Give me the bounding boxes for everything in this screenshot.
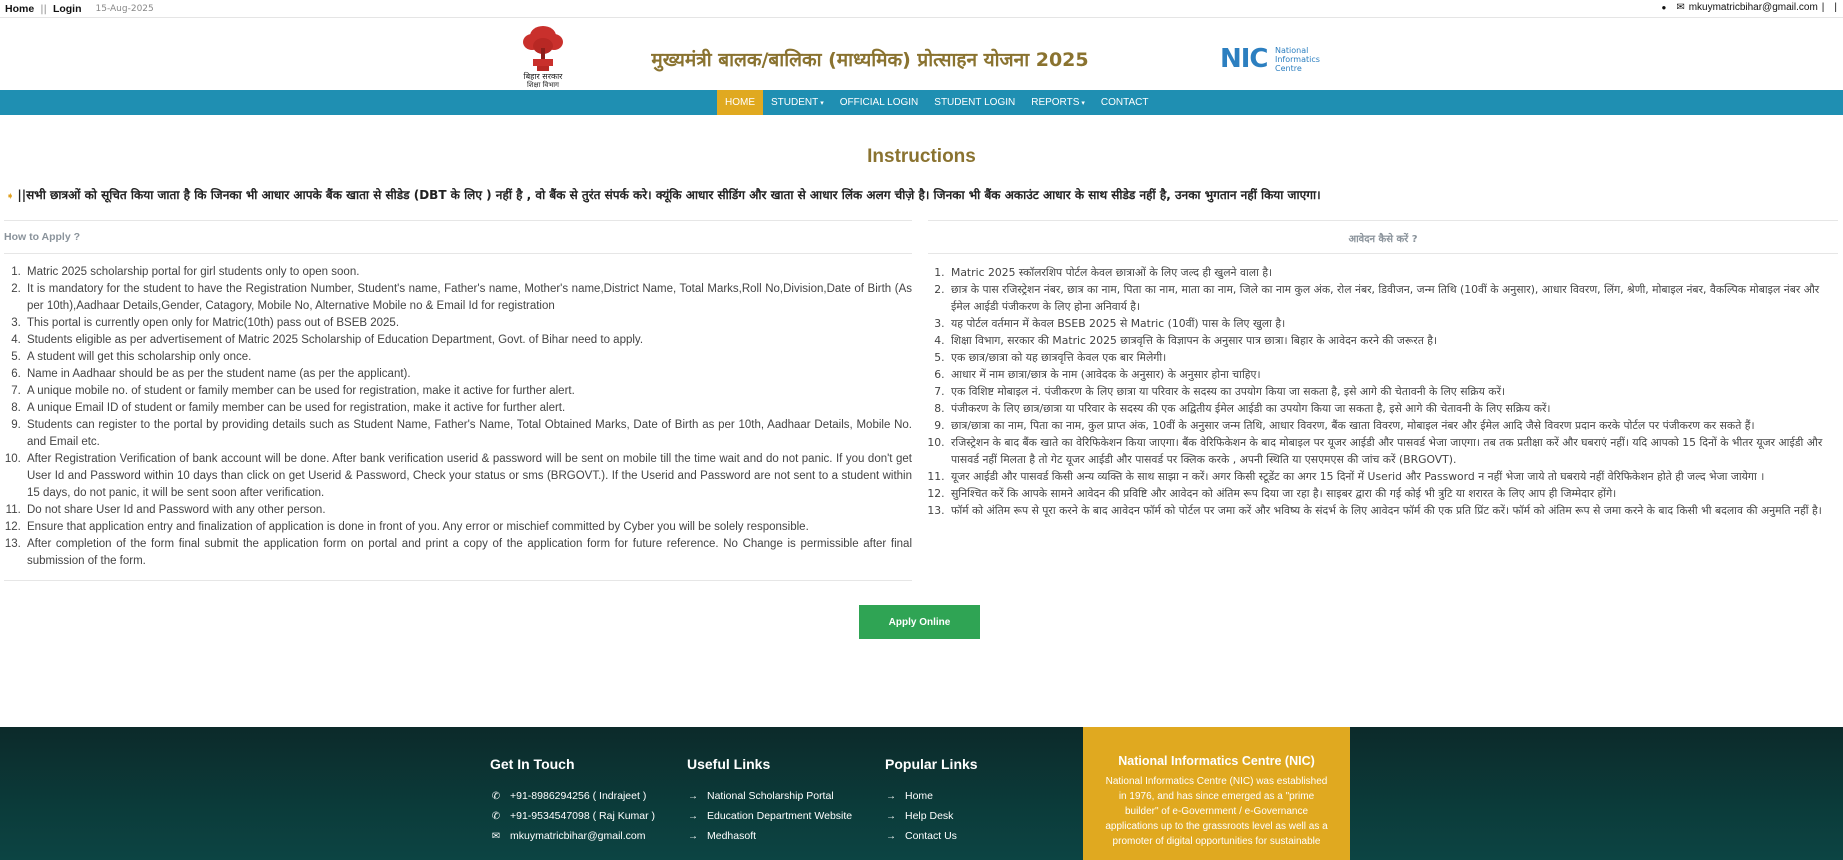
logo-caption bbox=[515, 72, 571, 90]
site-title: मुख्यमंत्री बालक/बालिका (माध्यमिक) प्रोत्साहन योजना 2025 bbox=[651, 49, 1089, 71]
arrow-right-icon: → bbox=[886, 790, 896, 802]
list-item: 11. यूजर आईडी और पासवर्ड किसी अन्य व्यक्ति के साथ साझा न करें। अगर किसी स्टूडेंट का अगर 15 दिनों में Userid और Password न नहीं भेजा जाये तो घबराये नहीं वेरिफिकेशन होते ही जल्द भेजा जायेगा । bbox=[948, 468, 1838, 485]
list-item: 6. आधार में नाम छात्रा/छात्र के नाम (आवेदक के अनुसार) के अनुसार होना चाहिए। bbox=[948, 366, 1838, 383]
contact-item[interactable] bbox=[490, 806, 655, 826]
nic-name-line-1: National bbox=[1275, 46, 1309, 55]
nav-item-student-login[interactable] bbox=[926, 90, 1023, 115]
top-end-bar: | bbox=[1834, 2, 1837, 13]
nav-item-label: STUDENT LOGIN bbox=[934, 97, 1016, 108]
popular-links-title: Popular Links bbox=[885, 756, 978, 772]
top-separator: || bbox=[40, 3, 47, 15]
arrow-right-icon: → bbox=[688, 830, 698, 842]
nav-item-home[interactable] bbox=[717, 90, 763, 115]
list-item: 1. Matric 2025 scholarship portal for girl students only to open soon. bbox=[24, 264, 912, 281]
notice-marquee bbox=[6, 186, 1836, 203]
list-item: 12. Ensure that application entry and finalization of application is done in front of you. Any error or mischief committed by Cyber you will be solely responsible. bbox=[24, 519, 912, 536]
how-to-apply-heading: How to Apply ? bbox=[4, 220, 912, 254]
top-bar bbox=[0, 0, 1843, 18]
list-item: 10. रजिस्ट्रेशन के बाद बैंक खाते का वेरिफिकेशन किया जाएगा। बैंक वेरिफिकेशन के बाद मोबाइल पर यूजर आईडी और पासवर्ड भेजा जाएगा। तब तक प्रतीक्षा करें और घबराएं नहीं। यदि आपको 15 दिनों के भीतर यूजर आईडी और पासवर्ड नहीं मिलता है तो गेट यूजर आईडी और पासवर्ड पर क्लिक करके , अपनी स्थिति या एसएमएस की जांच करें (BRGOVT). bbox=[948, 434, 1838, 468]
nic-name-line-2: Informatics bbox=[1275, 55, 1320, 64]
contact-item[interactable] bbox=[490, 826, 655, 846]
nic-name-line-3: Centre bbox=[1275, 64, 1302, 73]
popular-links-items bbox=[885, 786, 978, 846]
list-item: 7. एक विशिष्ट मोबाइल नं. पंजीकरण के लिए छात्रा या परिवार के सदस्य का उपयोग किया जा सकता है, इसे आगे की चेतावनी के लिए सक्रिय करें। bbox=[948, 383, 1838, 400]
list-item: 12. सुनिश्चित करें कि आपके सामने आवेदन की प्रविष्टि और आवेदन को अंतिम रूप दिया जा रहा है। साइबर द्वारा की गई कोई भी त्रुटि या शरारत के लिए आप ही जिम्मेदार होंगे। bbox=[948, 485, 1838, 502]
list-item: 10. After Registration Verification of bank account will be done. After bank verification userid & password will be sent on mobile till the time wait and do not panic. If you don't get User Id and Password within 10 days than click on get Userid & Password, Check your status or sms (BRGOVT.). If the Userid and Password are not sent to a student within 15 days, do not panic, it will be sent soon after verification. bbox=[24, 451, 912, 502]
nic-letters: NIC bbox=[1220, 44, 1268, 74]
list-item: 13. After completion of the form final submit the application form on portal and print a copy of the application form for future reference. No Change is permissible after final submission of the form. bbox=[24, 536, 912, 570]
list-item: 13. फॉर्म को अंतिम रूप से पूरा करने के बाद आवेदन फॉर्म को पोर्टल पर जमा करें और भविष्य के संदर्भ के लिए आवेदन फॉर्म की एक प्रति प्रिंट करें। फॉर्म को अंतिम रूप से जमा करने के बाद किसी भी बदलाव की अनुमति नहीं है। bbox=[948, 502, 1838, 519]
useful-link-text: National Scholarship Portal bbox=[707, 790, 834, 802]
how-to-apply-list bbox=[4, 264, 912, 581]
nic-name bbox=[1275, 46, 1320, 73]
top-bar-right bbox=[1661, 2, 1837, 13]
nav-items bbox=[717, 90, 1157, 115]
phone-icon: ✆ bbox=[491, 790, 501, 802]
nav-item-contact[interactable] bbox=[1093, 90, 1157, 115]
get-in-touch-title: Get In Touch bbox=[490, 756, 575, 772]
list-item: 11. Do not share User Id and Password with any other person. bbox=[24, 502, 912, 519]
list-item: 9. छात्र/छात्रा का नाम, पिता का नाम, कुल प्राप्त अंक, 10वीं के अनुसार जन्म तिथि, आधार विवरण, बैंक खाता विवरण, मोबाइल नंबर और ईमेल आदि जैसे विवरण प्रदान करके पोर्टल पर पंजीकरण कर सकते हैं। bbox=[948, 417, 1838, 434]
nav-item-label: STUDENT bbox=[771, 97, 819, 108]
notice-text: ||सभी छात्रओं को सूचित किया जाता है कि जिनका भी आधार आपके बैंक खाता से सीडेड (DBT के लिए ) नहीं है , वो बैंक से तुरंत संपर्क करे। क्यूंकि आधार सीडिंग और खाता से आधार लिंक अलग चीज़े है। जिनका भी बैंक अकाउंट आधार के साथ सीडेड नहीं है, उनका भुगतान नहीं किया जाएगा। bbox=[17, 188, 1321, 202]
how-to-apply-panel bbox=[4, 220, 912, 581]
envelope-icon: ✉ bbox=[1676, 2, 1685, 13]
how-to-apply-hindi-list bbox=[928, 264, 1838, 519]
useful-link-text: Education Department Website bbox=[707, 810, 853, 822]
nav-item-official-login[interactable] bbox=[832, 90, 927, 115]
nic-info-text: National Informatics Centre (NIC) was established in 1976, and has since emerged as a "prime builder" of e-Government / e-Governance applications up to the grassroots level as well as a promoter of digital opportunities for sustainable bbox=[1105, 776, 1328, 847]
nav-item-label: REPORTS bbox=[1031, 97, 1080, 108]
caret-down-icon: ▾ bbox=[820, 100, 824, 107]
top-home-link[interactable]: Home bbox=[5, 3, 35, 15]
top-email[interactable]: mkuymatricbihar@gmail.com bbox=[1688, 2, 1818, 13]
contact-item-text: +91-8986294256 ( Indrajeet ) bbox=[510, 790, 647, 802]
contact-item-text: mkuymatricbihar@gmail.com bbox=[510, 830, 646, 842]
list-item: 3. यह पोर्टल वर्तमान में केवल BSEB 2025 से Matric (10वीं) पास के लिए खुला है। bbox=[948, 315, 1838, 332]
list-item: 4. Students eligible as per advertisement of Matric 2025 Scholarship of Education Department, Govt. of Bihar need to apply. bbox=[24, 332, 912, 349]
site-header bbox=[0, 18, 1843, 90]
list-item: 9. Students can register to the portal by providing details such as Student Name, Father's Name, Total Obtained Marks, Date of Birth as per 10th, Aadhaar Details, Mobile No. and Email etc. bbox=[24, 417, 912, 451]
how-to-apply-hindi-heading: आवेदन कैसे करें ? bbox=[928, 220, 1838, 254]
list-item: 6. Name in Aadhaar should be as per the student name (as per the applicant). bbox=[24, 366, 912, 383]
main-navbar bbox=[0, 90, 1843, 115]
mail-icon: ✉ bbox=[491, 830, 501, 842]
arrow-right-icon: → bbox=[688, 790, 698, 802]
how-to-apply-hindi-panel bbox=[928, 220, 1838, 519]
list-item: 5. A student will get this scholarship only once. bbox=[24, 349, 912, 366]
nav-item-label: HOME bbox=[725, 97, 755, 108]
list-item: 7. A unique mobile no. of student or family member can be used for registration, make it active for further alert. bbox=[24, 383, 912, 400]
site-footer bbox=[0, 727, 1843, 860]
list-item: 3. This portal is currently open only for Matric(10th) pass out of BSEB 2025. bbox=[24, 315, 912, 332]
footer-useful-links bbox=[687, 756, 852, 846]
get-in-touch-items bbox=[490, 786, 655, 846]
list-item: 8. A unique Email ID of student or family member can be used for registration, make it active for further alert. bbox=[24, 400, 912, 417]
useful-link-text: Medhasoft bbox=[707, 830, 757, 842]
top-bar-left bbox=[5, 3, 154, 15]
caret-down-icon: ▾ bbox=[1081, 100, 1085, 107]
list-item: 1. Matric 2025 स्कॉलरशिप पोर्टल केवल छात्राओं के लिए जल्द ही खुलने वाला है। bbox=[948, 264, 1838, 281]
popular-link[interactable] bbox=[885, 826, 978, 846]
arrow-right-icon: → bbox=[886, 830, 896, 842]
popular-link-text: Home bbox=[905, 790, 934, 802]
bullet-icon: ● bbox=[1661, 3, 1667, 12]
list-item: 4. शिक्षा विभाग, सरकार की Matric 2025 छात्रवृत्ति के विज्ञापन के अनुसार पात्र छात्रा। बिहार के आवेदन करने की जरूरत है। bbox=[948, 332, 1838, 349]
useful-links-title: Useful Links bbox=[687, 756, 771, 772]
useful-link[interactable] bbox=[687, 806, 852, 826]
footer-get-in-touch bbox=[490, 756, 655, 846]
popular-link-text: Contact Us bbox=[905, 830, 957, 842]
useful-links-items bbox=[687, 786, 852, 846]
bodhi-tree-emblem-icon bbox=[515, 22, 571, 72]
apply-online-button[interactable]: Apply Online bbox=[859, 605, 980, 639]
list-item: 5. एक छात्र/छात्रा को यह छात्रवृत्ति केवल एक बार मिलेगी। bbox=[948, 349, 1838, 366]
phone-icon: ✆ bbox=[491, 810, 501, 822]
popular-link[interactable] bbox=[885, 806, 978, 826]
nav-item-student[interactable] bbox=[763, 90, 832, 115]
list-item: 8. पंजीकरण के लिए छात्र/छात्रा या परिवार के सदस्य की एक अद्वितीय ईमेल आईडी का उपयोग किया जा सकता है, इसे आगे की चेतावनी के लिए सक्रिय करें। bbox=[948, 400, 1838, 417]
useful-link[interactable] bbox=[687, 826, 852, 846]
contact-item[interactable] bbox=[490, 786, 655, 806]
arrow-right-icon: → bbox=[688, 810, 698, 822]
arrow-right-icon: → bbox=[886, 810, 896, 822]
contact-item-text: +91-9534547098 ( Raj Kumar ) bbox=[510, 810, 656, 822]
nav-item-reports[interactable] bbox=[1023, 90, 1093, 115]
logo-caption-line-1: बिहार सरकार bbox=[523, 72, 563, 81]
instructions-title: Instructions bbox=[867, 146, 976, 167]
useful-link[interactable] bbox=[687, 786, 852, 806]
nav-item-label: CONTACT bbox=[1100, 97, 1149, 108]
bihar-govt-logo[interactable] bbox=[515, 22, 571, 90]
nic-info-title: National Informatics Centre (NIC) bbox=[1118, 754, 1315, 768]
popular-link[interactable] bbox=[885, 786, 978, 806]
top-login-link[interactable]: Login bbox=[52, 3, 82, 15]
nic-logo[interactable] bbox=[1220, 44, 1330, 74]
logo-caption-line-2: शिक्षा विभाग bbox=[526, 81, 559, 89]
list-item: 2. छात्र के पास रजिस्ट्रेशन नंबर, छात्र का नाम, पिता का नाम, माता का नाम, जिले का नाम कुल अंक, रोल नंबर, डिवीजन, जन्म तिथि (10वीं के अनुसार), आधार विवरण, लिंग, श्रेणी, मोबाइल नंबर, वैकल्पिक मोबाइल नंबर और ईमेल आईडी पंजीकरण के लिए होना अनिवार्य है। bbox=[948, 281, 1838, 315]
popular-link-text: Help Desk bbox=[905, 810, 954, 822]
top-end-separator: | bbox=[1821, 2, 1825, 13]
nav-item-label: OFFICIAL LOGIN bbox=[839, 97, 919, 108]
nic-info-box bbox=[1083, 727, 1350, 860]
footer-popular-links bbox=[885, 756, 978, 846]
top-date: 15-Aug-2025 bbox=[95, 4, 154, 14]
list-item: 2. It is mandatory for the student to have the Registration Number, Student's name, Father's name, Mother's name,District Name, Total Marks,Roll No,Division,Date of Birth (As per 10th),Aadhaar Details,Gender, Catagory, Mobile No, Alternative Mobile no & Email Id for registration bbox=[24, 281, 912, 315]
arrow-icon: ➧ bbox=[6, 191, 15, 202]
